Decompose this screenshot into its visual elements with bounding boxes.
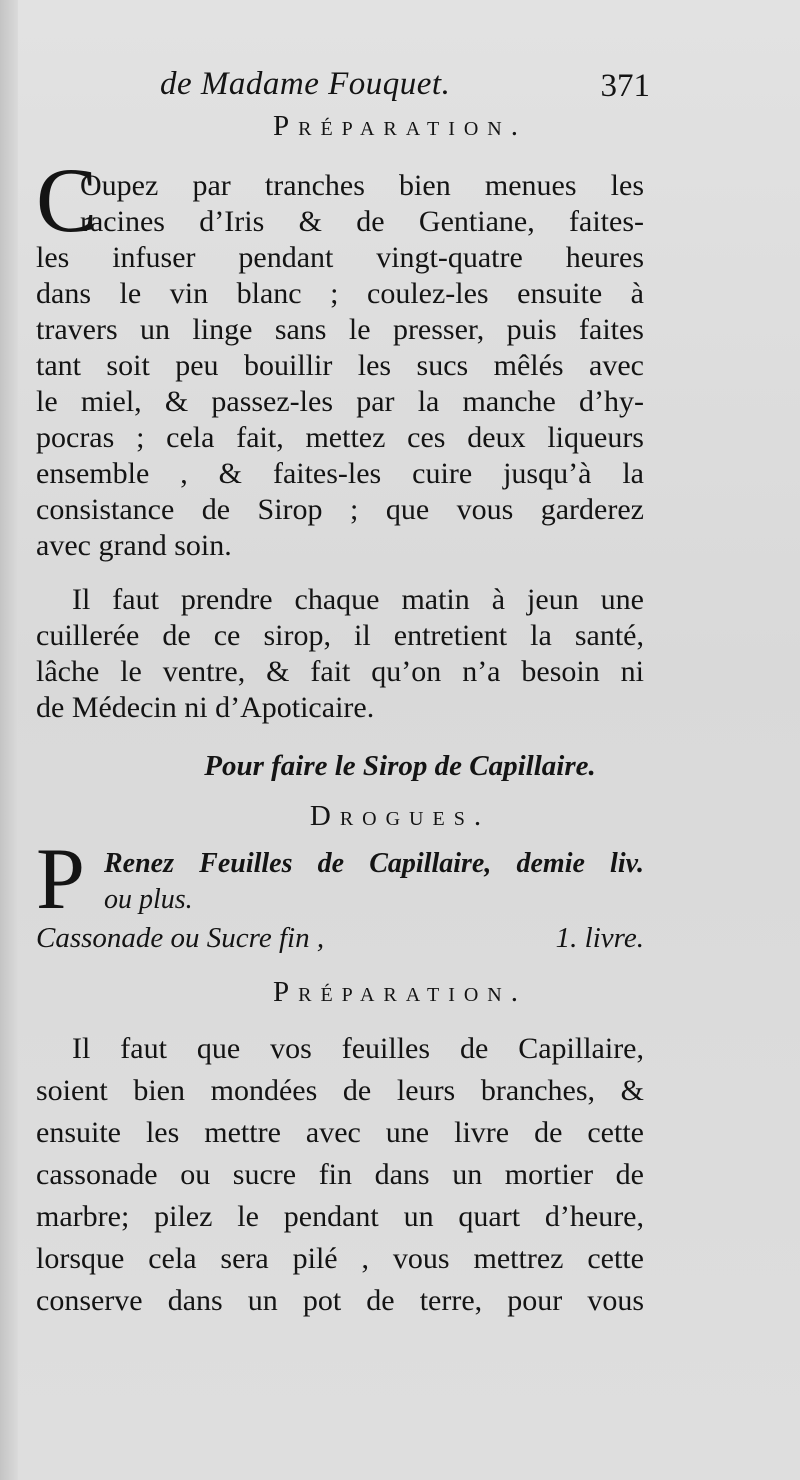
page-header xyxy=(160,66,650,110)
text-line: Il faut prendre chaque matin à jeun une xyxy=(72,583,644,616)
text-line: conserve dans un pot de terre, pour vous xyxy=(36,1284,644,1317)
drogues-list xyxy=(36,846,644,918)
text-line: tant soit peu bouillir les sucs mêlés avec xyxy=(36,349,644,382)
text-line: les infuser pendant vingt-quatre heures xyxy=(36,241,644,274)
page-number: 371 xyxy=(600,68,650,104)
text-line: ensemble , & faites-les cuire jusqu’à la xyxy=(36,457,644,490)
text-line: racines d’Iris & de Gentiane, faites- xyxy=(80,205,644,238)
text-line: Renez Feuilles de Capillaire, demie liv. xyxy=(104,848,644,879)
text-line: ensuite les mettre avec une livre de cette xyxy=(36,1116,644,1149)
drop-cap-p: P xyxy=(36,831,85,928)
preparation-paragraph xyxy=(36,168,644,564)
text-line: de Médecin ni d’Apoticaire. xyxy=(36,691,375,724)
ingredient-quantity: 1. livre. xyxy=(555,922,644,954)
ingredient-name: Cassonade ou Sucre fin , xyxy=(36,922,325,954)
text-line: Il faut que vos feuilles de Capillaire, xyxy=(72,1032,644,1065)
text-line: cuillerée de ce sirop, il entretient la santé, xyxy=(36,619,644,652)
ingredient-row xyxy=(36,922,644,962)
text-line: dans le vin blanc ; coulez-les ensuite à xyxy=(36,277,644,310)
drop-cap-c: C xyxy=(36,149,98,251)
section-heading-preparation: Préparation. xyxy=(273,110,527,142)
text-line: ou plus. xyxy=(104,884,193,915)
section-heading-drogues: Drogues. xyxy=(309,800,491,832)
text-line: travers un linge sans le presser, puis faites xyxy=(36,313,644,346)
text-line: consistance de Sirop ; que vous garderez xyxy=(36,493,644,526)
running-head: de Madame Fouquet. xyxy=(160,66,451,102)
text-line: cassonade ou sucre fin dans un mortier de xyxy=(36,1158,644,1191)
recipe-title: Pour faire le Sirop de Capillaire. xyxy=(204,750,596,782)
usage-paragraph xyxy=(36,582,644,726)
text-line: marbre; pilez le pendant un quart d’heure, xyxy=(36,1200,644,1233)
text-line: Oupez par tranches bien menues les xyxy=(80,169,644,202)
text-line: lâche le ventre, & fait qu’on n’a besoin ni xyxy=(36,655,644,688)
text-line: lorsque cela sera pilé , vous mettrez cette xyxy=(36,1242,644,1275)
section-heading-preparation-2: Préparation. xyxy=(273,976,527,1008)
text-line: soient bien mondées de leurs branches, & xyxy=(36,1074,644,1107)
preparation-paragraph-2 xyxy=(36,1028,644,1322)
page-gutter-shadow xyxy=(0,0,18,1480)
text-line: avec grand soin. xyxy=(36,529,232,562)
text-line: pocras ; cela fait, mettez ces deux liqueurs xyxy=(36,421,644,454)
text-line: le miel, & passez-les par la manche d’hy- xyxy=(36,385,644,418)
